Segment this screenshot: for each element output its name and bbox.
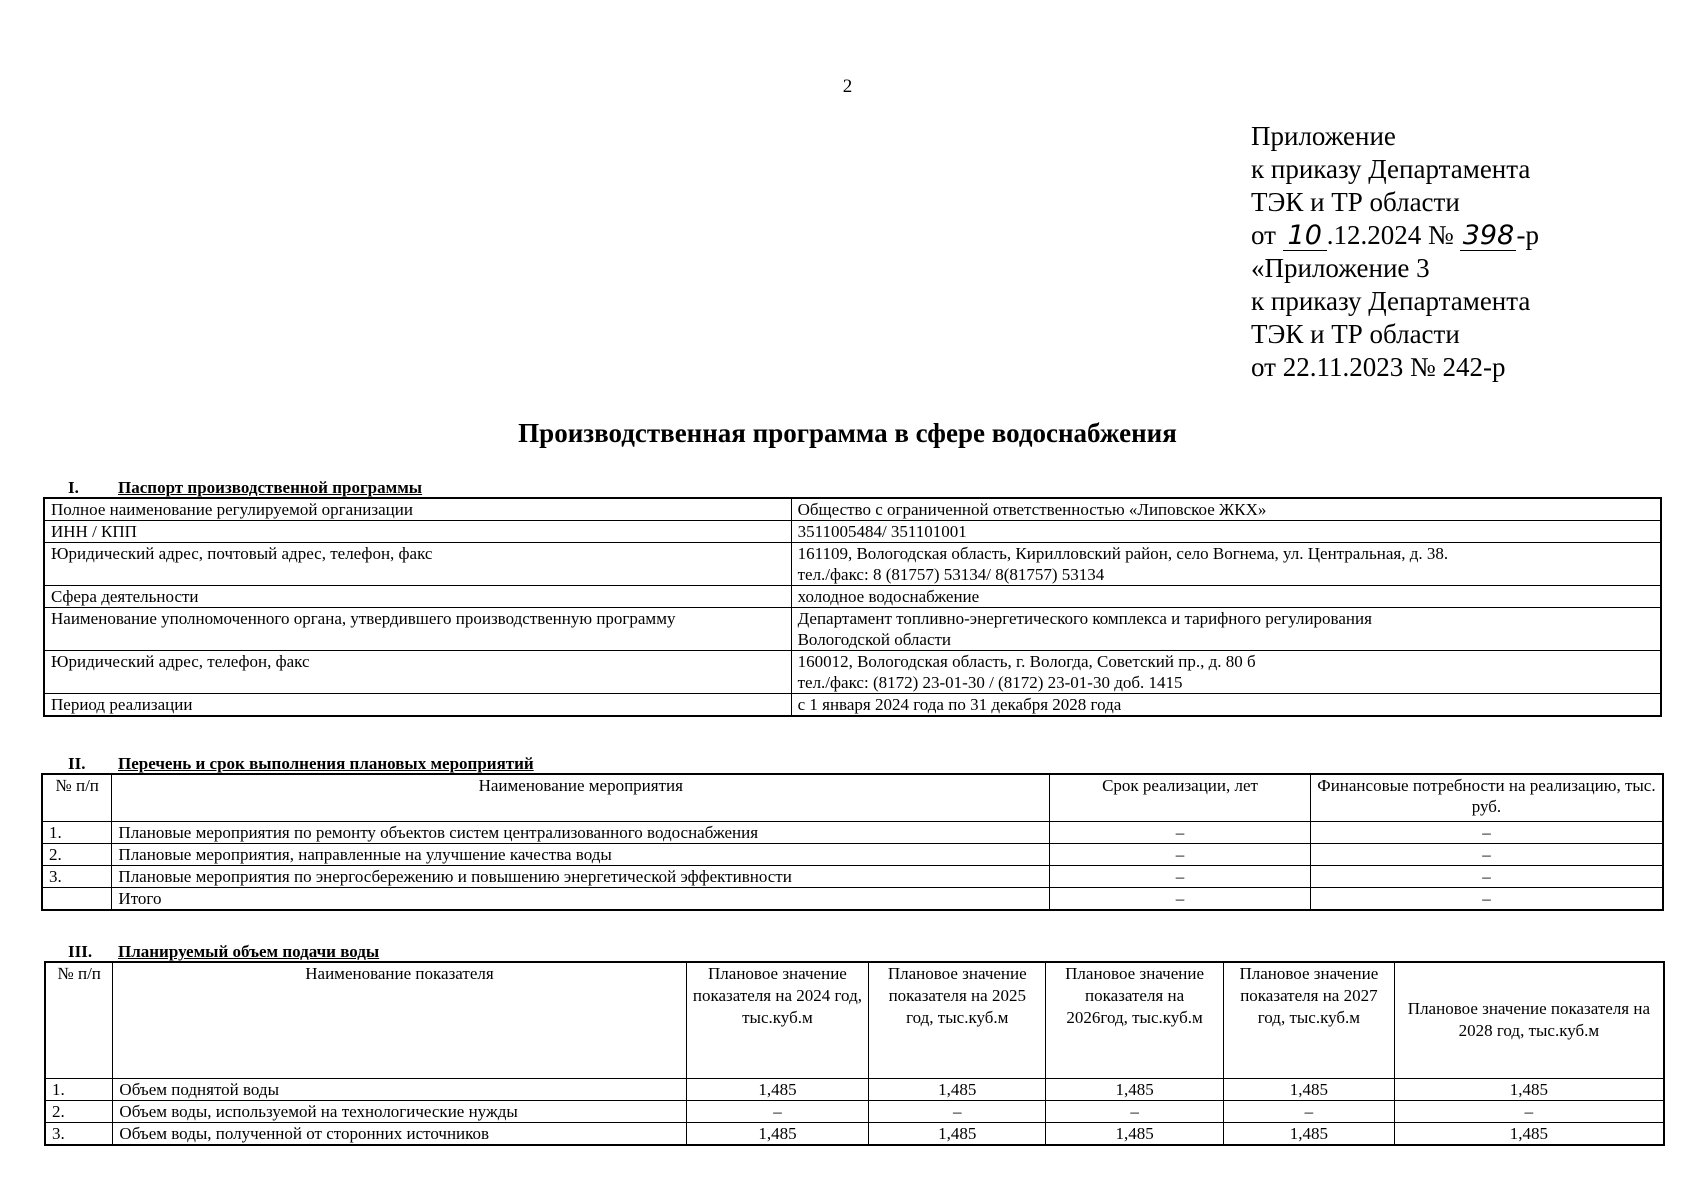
- table-row: [45, 1078, 1664, 1100]
- row-num: [42, 887, 112, 910]
- page-number: 2: [842, 76, 853, 97]
- passport-label: Наименование уполномоченного органа, утвердившего производственную программу: [44, 608, 791, 651]
- handwritten-order-number: 398: [1460, 222, 1516, 251]
- passport-label: Юридический адрес, почтовый адрес, телефон, факс: [44, 543, 791, 586]
- col-header-2026: Плановое значение показателя на 2026год, тыс.куб.м: [1046, 962, 1224, 1078]
- section2-number: II.: [68, 754, 86, 773]
- passport-value: Департамент топливно-энергетического комплекса и тарифного регулирования: [797, 609, 1372, 628]
- col-header-name: Наименование показателя: [113, 962, 686, 1078]
- value-2027: 1,485: [1223, 1078, 1394, 1100]
- handwritten-day: 10: [1283, 222, 1327, 251]
- col-header-2025: Плановое значение показателя на 2025 год, тыс.куб.м: [869, 962, 1046, 1078]
- section1-heading: [68, 478, 422, 498]
- passport-value: 160012, Вологодская область, г. Вологда, Советский пр., д. 80 б: [797, 652, 1256, 671]
- table-row: [45, 1100, 1664, 1122]
- table-header-row: [42, 774, 1663, 821]
- section3-number: III.: [68, 942, 93, 961]
- passport-table: [43, 497, 1662, 717]
- row-finance: –: [1310, 843, 1663, 865]
- passport-value: холодное водоснабжение: [791, 586, 1661, 608]
- value-2028: 1,485: [1394, 1122, 1664, 1145]
- table-row: [42, 843, 1663, 865]
- table-row: [44, 543, 1661, 586]
- value-2024: –: [686, 1100, 869, 1122]
- value-2028: –: [1394, 1100, 1664, 1122]
- passport-value-cell: [791, 543, 1661, 586]
- passport-value: 3511005484/ 351101001: [791, 521, 1661, 543]
- value-2024: 1,485: [686, 1122, 869, 1145]
- value-2026: 1,485: [1046, 1122, 1224, 1145]
- value-2028: 1,485: [1394, 1078, 1664, 1100]
- order-date-line: [1251, 219, 1539, 252]
- value-2026: 1,485: [1046, 1078, 1224, 1100]
- section3-heading: [68, 942, 379, 962]
- row-num: 1.: [45, 1078, 113, 1100]
- appendix-line: «Приложение 3: [1251, 253, 1430, 283]
- appendix-line: ТЭК и ТР области: [1251, 187, 1460, 217]
- table-row: [44, 608, 1661, 651]
- row-num: 3.: [45, 1122, 113, 1145]
- passport-value: тел./факс: (8172) 23-01-30 / (8172) 23-01-30 доб. 1415: [797, 673, 1183, 692]
- appendix-line: от 22.11.2023 № 242-р: [1251, 352, 1506, 382]
- document-title: Производственная программа в сфере водоснабжения: [518, 418, 1177, 448]
- appendix-block: [1251, 120, 1539, 384]
- value-2025: 1,485: [869, 1078, 1046, 1100]
- row-name: Плановые мероприятия по энергосбережению и повышению энергетической эффективности: [112, 865, 1050, 887]
- table-header-row: [45, 962, 1664, 1078]
- row-term: –: [1050, 821, 1311, 843]
- row-finance: –: [1310, 865, 1663, 887]
- appendix-line: к приказу Департамента: [1251, 154, 1531, 184]
- col-header-2028: Плановое значение показателя на 2028 год, тыс.куб.м: [1394, 962, 1664, 1078]
- value-2027: –: [1223, 1100, 1394, 1122]
- row-term: –: [1050, 843, 1311, 865]
- passport-value: Общество с ограниченной ответственностью «Липовское ЖКХ»: [791, 498, 1661, 521]
- section2-heading: [68, 754, 534, 774]
- water-supply-table: [44, 961, 1665, 1146]
- row-term: –: [1050, 887, 1311, 910]
- col-header-num: № п/п: [42, 774, 112, 821]
- row-num: 3.: [42, 865, 112, 887]
- measures-table: [41, 773, 1664, 911]
- col-header-num: № п/п: [45, 962, 113, 1078]
- row-num: 2.: [45, 1100, 113, 1122]
- section3-title: Планируемый объем подачи воды: [118, 942, 380, 961]
- row-name: Объем воды, используемой на технологические нужды: [113, 1100, 686, 1122]
- table-row: [44, 586, 1661, 608]
- passport-value-cell: [791, 608, 1661, 651]
- table-row: [42, 821, 1663, 843]
- row-name: Объем воды, полученной от сторонних источников: [113, 1122, 686, 1145]
- section1-number: I.: [68, 478, 79, 497]
- value-2025: 1,485: [869, 1122, 1046, 1145]
- table-row: [44, 521, 1661, 543]
- appendix-line: ТЭК и ТР области: [1251, 319, 1460, 349]
- row-finance: –: [1310, 887, 1663, 910]
- value-2025: –: [869, 1100, 1046, 1122]
- col-header-2024: Плановое значение показателя на 2024 год, тыс.куб.м: [686, 962, 869, 1078]
- passport-value: 161109, Вологодская область, Кирилловский район, село Вогнема, ул. Центральная, д. 38.: [797, 544, 1449, 563]
- passport-value: тел./факс: 8 (81757) 53134/ 8(81757) 53134: [797, 565, 1105, 584]
- table-row: [42, 865, 1663, 887]
- row-num: 2.: [42, 843, 112, 865]
- row-name: Итого: [112, 887, 1050, 910]
- value-2027: 1,485: [1223, 1122, 1394, 1145]
- value-2026: –: [1046, 1100, 1224, 1122]
- row-term: –: [1050, 865, 1311, 887]
- order-mid: .12.2024 №: [1326, 220, 1461, 250]
- passport-label: Полное наименование регулируемой организации: [44, 498, 791, 521]
- passport-label: Юридический адрес, телефон, факс: [44, 651, 791, 694]
- row-name: Плановые мероприятия по ремонту объектов систем централизованного водоснабжения: [112, 821, 1050, 843]
- passport-value: с 1 января 2024 года по 31 декабря 2028 года: [791, 694, 1661, 717]
- row-name: Плановые мероприятия, направленные на улучшение качества воды: [112, 843, 1050, 865]
- table-row: [44, 651, 1661, 694]
- order-prefix: от: [1251, 220, 1283, 250]
- table-row: [44, 498, 1661, 521]
- passport-value-cell: [791, 651, 1661, 694]
- appendix-line: Приложение: [1251, 121, 1396, 151]
- col-header-2027: Плановое значение показателя на 2027 год, тыс.куб.м: [1223, 962, 1394, 1078]
- value-2024: 1,485: [686, 1078, 869, 1100]
- order-suffix: -р: [1516, 220, 1539, 250]
- row-name: Объем поднятой воды: [113, 1078, 686, 1100]
- table-row: [45, 1122, 1664, 1145]
- row-num: 1.: [42, 821, 112, 843]
- col-header-finance: Финансовые потребности на реализацию, тыс. руб.: [1310, 774, 1663, 821]
- appendix-line: к приказу Департамента: [1251, 286, 1531, 316]
- passport-value: Вологодской области: [797, 630, 952, 649]
- col-header-term: Срок реализации, лет: [1050, 774, 1311, 821]
- passport-label: Сфера деятельности: [44, 586, 791, 608]
- section2-title: Перечень и срок выполнения плановых мероприятий: [118, 754, 534, 773]
- table-row: [44, 694, 1661, 717]
- col-header-name: Наименование мероприятия: [112, 774, 1050, 821]
- section1-title: Паспорт производственной программы: [118, 478, 423, 497]
- passport-label: Период реализации: [44, 694, 791, 717]
- passport-label: ИНН / КПП: [44, 521, 791, 543]
- table-row: [42, 887, 1663, 910]
- row-finance: –: [1310, 821, 1663, 843]
